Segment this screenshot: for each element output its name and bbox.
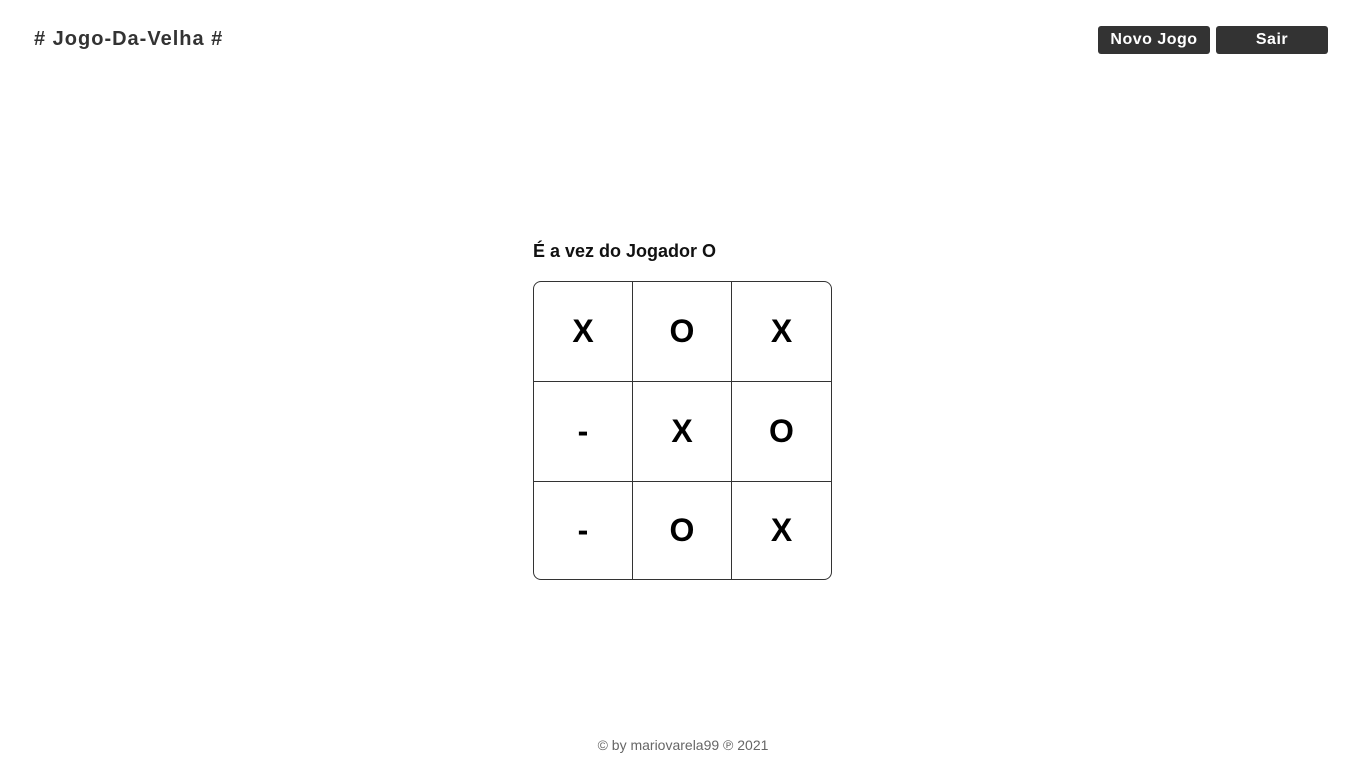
- app-title: # Jogo-Da-Velha #: [34, 28, 224, 50]
- board-cell-2-2[interactable]: X: [770, 512, 793, 548]
- turn-indicator: É a vez do Jogador O: [533, 241, 717, 261]
- board-cell-1-1[interactable]: X: [633, 382, 732, 482]
- board-cell-1-2[interactable]: O: [732, 382, 831, 482]
- board-cell-0-2[interactable]: X: [732, 282, 831, 382]
- board-cell-0-0[interactable]: X: [534, 282, 633, 382]
- header-buttons: [1098, 26, 1328, 54]
- footer-copyright: © by mariovarela99 ℗ 2021: [597, 737, 769, 753]
- game-board: [533, 281, 832, 580]
- board-cell-2-0[interactable]: -: [534, 482, 633, 579]
- exit-button[interactable]: Sair: [1216, 26, 1328, 54]
- board-cell-0-1[interactable]: O: [633, 282, 732, 382]
- new-game-button[interactable]: Novo Jogo: [1098, 26, 1210, 54]
- board-cell-1-0[interactable]: -: [534, 382, 633, 482]
- board-cell-2-1[interactable]: O: [633, 482, 732, 579]
